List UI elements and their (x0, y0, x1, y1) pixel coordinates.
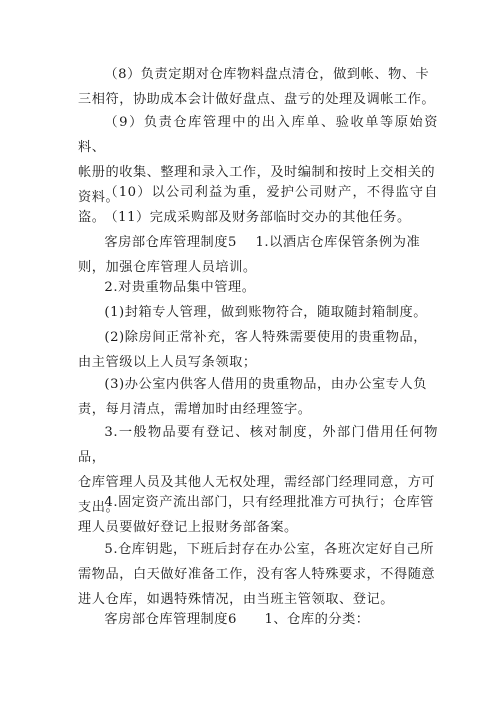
text-line: 三相符，协助成本会计做好盘点、盘亏的处理及调帐工作。 (78, 92, 436, 107)
paragraph-item-11 (78, 205, 438, 230)
text-line: 需物品，白天做好准备工作，没有客人特殊要求，不得随意 (78, 567, 436, 582)
text-line: 责，每月清点，需增加时由经理签字。 (78, 402, 312, 417)
text-line: 理人员要做好登记上报财务部备案。 (78, 520, 298, 535)
rule-item-2 (78, 275, 438, 300)
text-line: （9）负责仓库管理中的出入库单、验收单等原始资料、 (78, 115, 438, 155)
text-line: 帐册的收集、整理和录入工作，及时编制和按时上交相关的 (78, 165, 436, 180)
paragraph-item-8 (78, 62, 438, 112)
text-line: 3.一般物品要有登记、核对制度，外部门借用任何物品， (78, 425, 438, 465)
text-line: 4.固定资产流出部门，只有经理批准方可执行；仓库管 (104, 495, 435, 510)
section-title-5 (78, 230, 438, 280)
rule-subitem-2-1 (78, 300, 438, 325)
text-line: (3)办公室内供客人借用的贵重物品，由办公室专人负 (104, 377, 427, 392)
text-line: 进人仓库，如遇特殊情况，由当班主管领取、登记。 (78, 592, 394, 607)
text-line: 资料。 (78, 190, 120, 205)
rule-subitem-2-2 (78, 325, 438, 375)
section-title-6 (78, 607, 438, 632)
text-line: (1)封箱专人管理，做到账物符合，随取随封箱制度。 (104, 305, 427, 320)
text-line: 客房部仓库管理制度5 1.以酒店仓库保管条例为准 (104, 235, 421, 250)
rule-item-5 (78, 537, 438, 612)
text-line: 支出。 (78, 500, 120, 515)
rule-item-4 (78, 490, 438, 540)
text-line: (2)除房间正常补充，客人特殊需要使用的贵重物品， (104, 330, 427, 345)
text-line: 5.仓库钥匙，下班后封存在办公室，各班次定好自己所 (104, 542, 435, 557)
text-line: 则，加强仓库管理人员培训。 (78, 260, 257, 275)
rule-subitem-2-3 (78, 372, 438, 422)
text-line: 客房部仓库管理制度6 1、仓库的分类： (104, 612, 370, 627)
text-line: （11）完成采购部及财务部临时交办的其他任务。 (104, 210, 411, 225)
text-line: （8）负责定期对仓库物料盘点清仓，做到帐、物、卡 (104, 67, 430, 82)
text-line: 2.对贵重物品集中管理。 (104, 280, 256, 295)
text-line: （10）以公司利益为重，爱护公司财产，不得监守自盗。 (78, 185, 438, 225)
text-line: 仓库管理人员及其他人无权处理，需经部门经理同意，方可 (78, 475, 436, 490)
text-line: 由主管级以上人员写条领取； (78, 355, 257, 370)
